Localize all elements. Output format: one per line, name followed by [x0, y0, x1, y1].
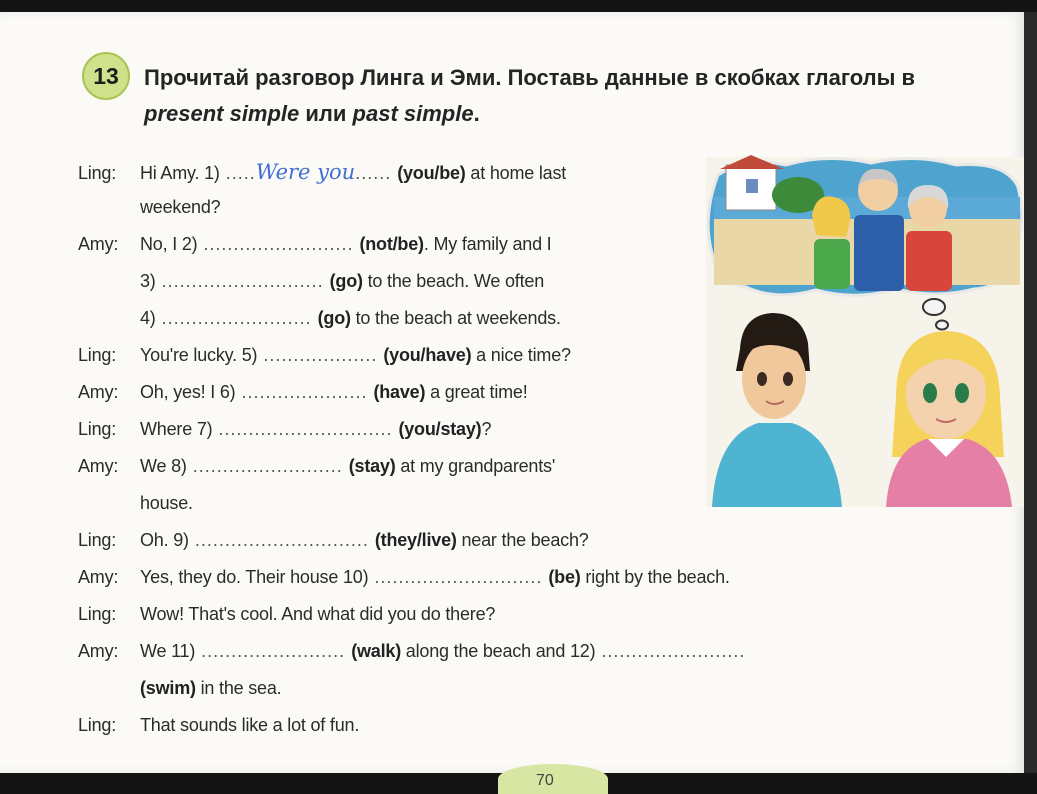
thought-bubble-dot-large — [923, 299, 945, 315]
dialogue-line-4: 3) ........................... (go) to the beach. We often — [140, 271, 545, 291]
dialogue-line-7: Amy: Oh, yes! I 6) ..................... (have) a great time! — [78, 382, 528, 402]
dialogue-line-2: weekend? — [140, 197, 221, 217]
thought-bubble — [708, 155, 1022, 295]
dialogue-line-9: Amy: We 8) ......................... (stay) at my grandparents' — [78, 456, 556, 476]
grandmother-cardigan — [906, 231, 952, 291]
page-edge — [1024, 12, 1037, 773]
dialogue-line-14: Amy: We 11) ........................ (walk) along the beach and 12) ........................ — [78, 641, 746, 661]
exercise-number-badge: 13 — [82, 52, 130, 100]
dialogue-line-11: Ling: Oh. 9) ............................. (they/live) near the beach? — [78, 530, 589, 550]
dialogue-line-3: Amy: No, I 2) ......................... (not/be). My family and I — [78, 234, 552, 254]
dialogue-illustration — [706, 157, 1024, 507]
girl-hair — [812, 196, 850, 237]
dialogue-line-12: Amy: Yes, they do. Their house 10) ............................ (be) right by the beach. — [78, 567, 730, 587]
handwritten-answer: Were you — [255, 160, 356, 184]
textbook-page — [0, 12, 1024, 789]
thought-bubble-dot-small — [936, 321, 948, 330]
dialogue-line-8: Ling: Where 7) ............................. (you/stay)? — [78, 419, 492, 439]
dialogue-line-6: Ling: You're lucky. 5) ................... (you/have) a nice time? — [78, 345, 571, 365]
dialogue-line-10: house. — [140, 493, 193, 513]
dialogue-line-5: 4) ......................... (go) to the beach at weekends. — [140, 308, 561, 328]
dialogue-line-13: Ling: Wow! That's cool. And what did you do there? — [78, 604, 496, 624]
dialogue-line-1: Ling: Hi Amy. 1) .....Were you...... (you/be) at home last — [78, 160, 567, 184]
exercise-instruction: Прочитай разговор Линга и Эми. Поставь данные в скобках глаголы в present simple или past simple. — [144, 65, 916, 126]
girl-shirt — [814, 239, 850, 289]
dialogue-line-16: Ling: That sounds like a lot of fun. — [78, 715, 360, 735]
page-number: 70 — [536, 772, 554, 789]
grandfather-shirt — [854, 215, 904, 291]
dialogue-line-15: (swim) in the sea. — [140, 678, 282, 698]
